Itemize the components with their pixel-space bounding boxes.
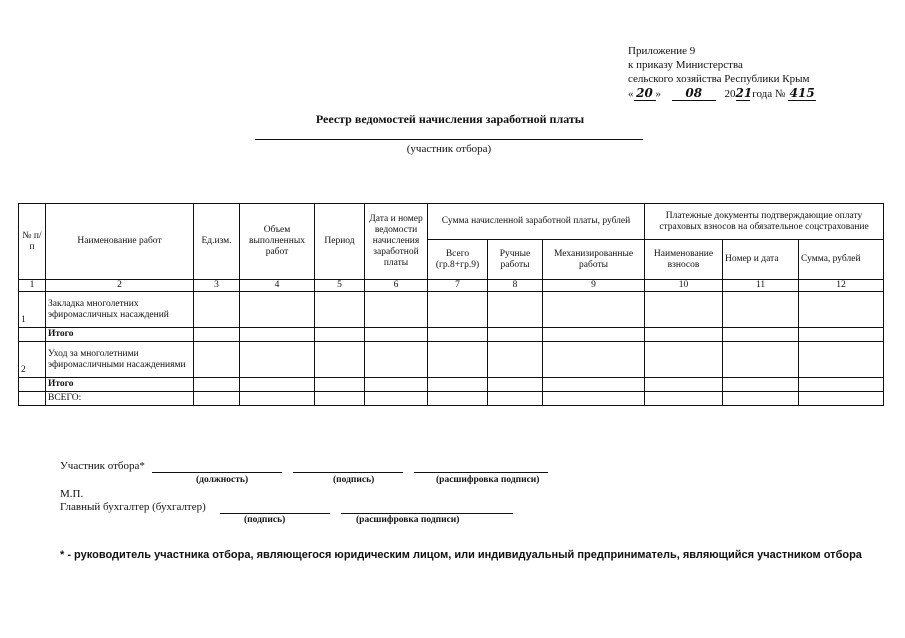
row-subtotal-label: Итого [46, 328, 194, 342]
header-number-date: Номер и дата [723, 240, 799, 280]
table-row [19, 378, 884, 392]
empty-cell [488, 342, 543, 378]
empty-cell [365, 378, 428, 392]
header-sum: Сумма, рублей [799, 240, 884, 280]
row-num: 1 [19, 292, 46, 328]
table-row [19, 292, 884, 328]
participant-caption: (участник отбора) [406, 143, 492, 155]
empty-cell [194, 392, 240, 406]
empty-cell [543, 392, 645, 406]
empty-cell [799, 392, 884, 406]
appendix-date-line [628, 86, 816, 101]
column-number: 11 [723, 280, 799, 292]
empty-cell [723, 292, 799, 328]
empty-cell [428, 292, 488, 328]
date-year-suffix: 21 [735, 86, 753, 100]
column-number: 12 [799, 280, 884, 292]
empty-cell [488, 392, 543, 406]
empty-cell [723, 328, 799, 342]
header-mechanized: Механизированные работы [543, 240, 645, 280]
empty-cell [543, 378, 645, 392]
empty-cell [428, 328, 488, 342]
empty-cell [315, 378, 365, 392]
empty-cell [194, 342, 240, 378]
appendix-line-2: к приказу Министерства [628, 59, 743, 71]
position-caption: (должность) [196, 475, 249, 485]
position-line [152, 472, 282, 473]
column-number: 3 [194, 280, 240, 292]
empty-cell [194, 328, 240, 342]
column-number: 9 [543, 280, 645, 292]
accountant-label: Главный бухгалтер (бухгалтер) [60, 501, 206, 513]
header-total: Всего (гр.8+гр.9) [428, 240, 488, 280]
header-manual: Ручные работы [488, 240, 543, 280]
empty-cell [723, 342, 799, 378]
empty-cell [645, 378, 723, 392]
date-year-prefix: 20 [724, 88, 736, 100]
header-salary-group: Сумма начисленной заработной платы, рублей [428, 204, 645, 240]
empty-cell [428, 392, 488, 406]
empty-cell [240, 328, 315, 342]
column-number: 2 [46, 280, 194, 292]
row-num [19, 378, 46, 392]
empty-cell [799, 292, 884, 328]
appendix-block [628, 44, 816, 101]
column-number-row [19, 280, 884, 292]
page-title: Реестр ведомостей начисления заработной платы [315, 112, 585, 126]
accountant-signature-caption: (подпись) [244, 515, 286, 525]
empty-cell [799, 378, 884, 392]
empty-cell [194, 292, 240, 328]
seal-label: М.П. [60, 488, 84, 500]
header-unit: Ед.изм. [194, 204, 240, 280]
empty-cell [365, 328, 428, 342]
decoding-line [414, 472, 548, 473]
empty-cell [315, 392, 365, 406]
registry-table [18, 203, 884, 406]
empty-cell [488, 378, 543, 392]
column-number: 5 [315, 280, 365, 292]
header-volume: Объем выполненных работ [240, 204, 315, 280]
column-number: 10 [645, 280, 723, 292]
row-work-name: Уход за многолетними эфиромасличными насаждениями [46, 342, 194, 378]
column-number: 1 [19, 280, 46, 292]
empty-cell [799, 328, 884, 342]
footnote: * - руководитель участника отбора, являющегося юридическим лицом, или индивидуальный предприниматель, являющийся участником отбора [60, 549, 862, 561]
empty-cell [365, 342, 428, 378]
row-num [19, 392, 46, 406]
empty-cell [315, 342, 365, 378]
date-year-word: года № [752, 88, 786, 100]
signature-caption: (подпись) [333, 475, 375, 485]
header-statement: Дата и номер ведомости начисления заработной платы [365, 204, 428, 280]
empty-cell [543, 292, 645, 328]
date-day: 20 [634, 86, 656, 101]
header-work-name: Наименование работ [46, 204, 194, 280]
column-number: 8 [488, 280, 543, 292]
row-num [19, 328, 46, 342]
accountant-signature-line [220, 513, 330, 514]
header-payment-group: Платежные документы подтверждающие оплату страховых взносов на обязательное соцстрахование [645, 204, 884, 240]
table-row [19, 328, 884, 342]
empty-cell [645, 342, 723, 378]
empty-cell [488, 292, 543, 328]
column-number: 6 [365, 280, 428, 292]
header-num: № п/п [19, 204, 46, 280]
header-contribution: Наименование взносов [645, 240, 723, 280]
decoding-caption: (расшифровка подписи) [436, 475, 540, 485]
empty-cell [723, 378, 799, 392]
table-row [19, 392, 884, 406]
empty-cell [365, 292, 428, 328]
accountant-decoding-line [341, 513, 513, 514]
date-open-quote: « [628, 88, 634, 100]
participant-fill-line [255, 139, 643, 140]
empty-cell [194, 378, 240, 392]
date-close-quote: » [655, 88, 661, 100]
row-grand-total-label: ВСЕГО: [46, 392, 194, 406]
empty-cell [365, 392, 428, 406]
empty-cell [645, 292, 723, 328]
empty-cell [645, 392, 723, 406]
column-number: 7 [428, 280, 488, 292]
appendix-line-3: сельского хозяйства Республики Крым [628, 73, 810, 85]
accountant-decoding-caption: (расшифровка подписи) [356, 515, 460, 525]
empty-cell [428, 342, 488, 378]
date-month: 08 [672, 86, 716, 101]
empty-cell [645, 328, 723, 342]
empty-cell [543, 328, 645, 342]
header-period: Период [315, 204, 365, 280]
empty-cell [240, 342, 315, 378]
empty-cell [240, 392, 315, 406]
empty-cell [488, 328, 543, 342]
empty-cell [315, 328, 365, 342]
empty-cell [799, 342, 884, 378]
participant-label: Участник отбора* [60, 460, 145, 472]
empty-cell [543, 342, 645, 378]
appendix-line-1: Приложение 9 [628, 45, 696, 57]
empty-cell [315, 292, 365, 328]
table-row [19, 342, 884, 378]
row-work-name: Закладка многолетних эфиромасличных насаждений [46, 292, 194, 328]
order-number: 415 [789, 86, 815, 100]
row-num: 2 [19, 342, 46, 378]
empty-cell [723, 392, 799, 406]
column-number: 4 [240, 280, 315, 292]
row-subtotal-label: Итого [46, 378, 194, 392]
empty-cell [240, 292, 315, 328]
empty-cell [428, 378, 488, 392]
empty-cell [240, 378, 315, 392]
signature-line [293, 472, 403, 473]
